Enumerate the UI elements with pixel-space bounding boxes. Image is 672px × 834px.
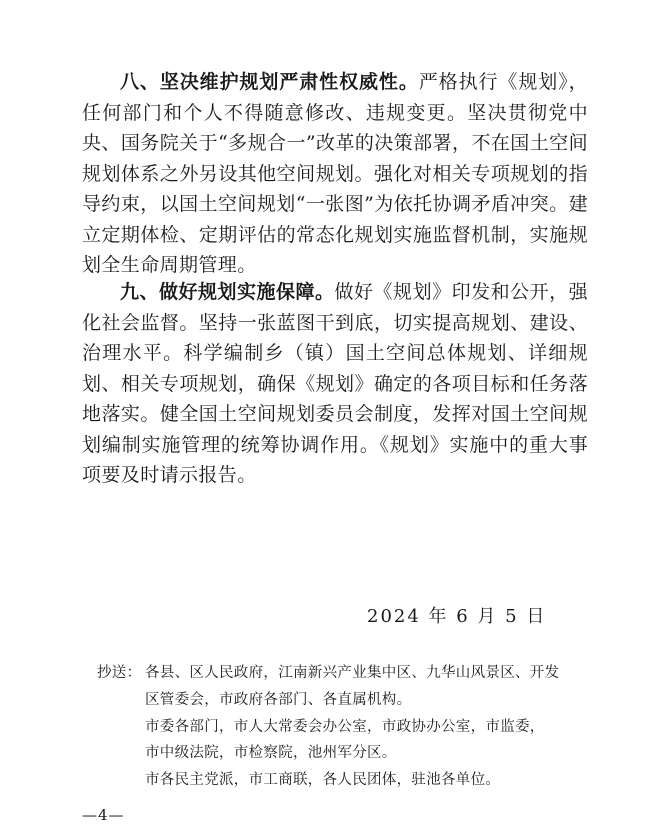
cc-group	[97, 660, 597, 714]
page-number: —4—	[82, 806, 125, 824]
cc-label: 抄送：	[97, 665, 142, 681]
paragraph-9-heading: 九、做好规划实施保障。	[120, 281, 335, 303]
cc-line: 市各民主党派，市工商联，各人民团体，驻池各单位。	[145, 772, 501, 789]
cc-list	[97, 660, 597, 794]
cc-line: 市中级法院，市检察院，池州军分区。	[145, 745, 397, 762]
paragraph-8	[82, 67, 588, 281]
paragraph-8-body: 严格执行《规划》，任何部门和个人不得随意修改、违规变更。坚决贯彻党中央、国务院关于“多规合一”改革的决策部署，不在国土空间规划体系之外另设其他空间规划。强化对相关专项规划的指导约束，以国土空间规划“一张图”为依托协调矛盾冲突。建立定期体检、定期评估的常态化规划实施监督机制，实施规划全生命周期管理。	[82, 71, 588, 276]
paragraph-8-heading: 八、坚决维护规划严肃性权威性。	[120, 71, 419, 93]
cc-line: 各县、区人民政府，江南新兴产业集中区、九华山风景区、开发	[145, 665, 560, 681]
cc-line: 区管委会，市政府各部门、各直属机构。	[145, 691, 412, 708]
paragraph-9	[82, 277, 588, 491]
issue-date: 2024 年 6 月 5 日	[367, 606, 547, 627]
cc-group	[97, 767, 597, 794]
paragraph-9-body: 做好《规划》印发和公开，强化社会监督。坚持一张蓝图干到底，切实提高规划、建设、治理水平。科学编制乡（镇）国土空间总体规划、详细规划、相关专项规划，确保《规划》确定的各项目标和任务落地落实。健全国土空间规划委员会制度，发挥对国土空间规划编制实施管理的统筹协调作用。《规划》实施中的重大事项要及时请示报告。	[82, 281, 588, 486]
cc-line: 市委各部门，市人大常委会办公室，市政协办公室，市监委，	[145, 718, 545, 735]
cc-group	[97, 714, 597, 768]
